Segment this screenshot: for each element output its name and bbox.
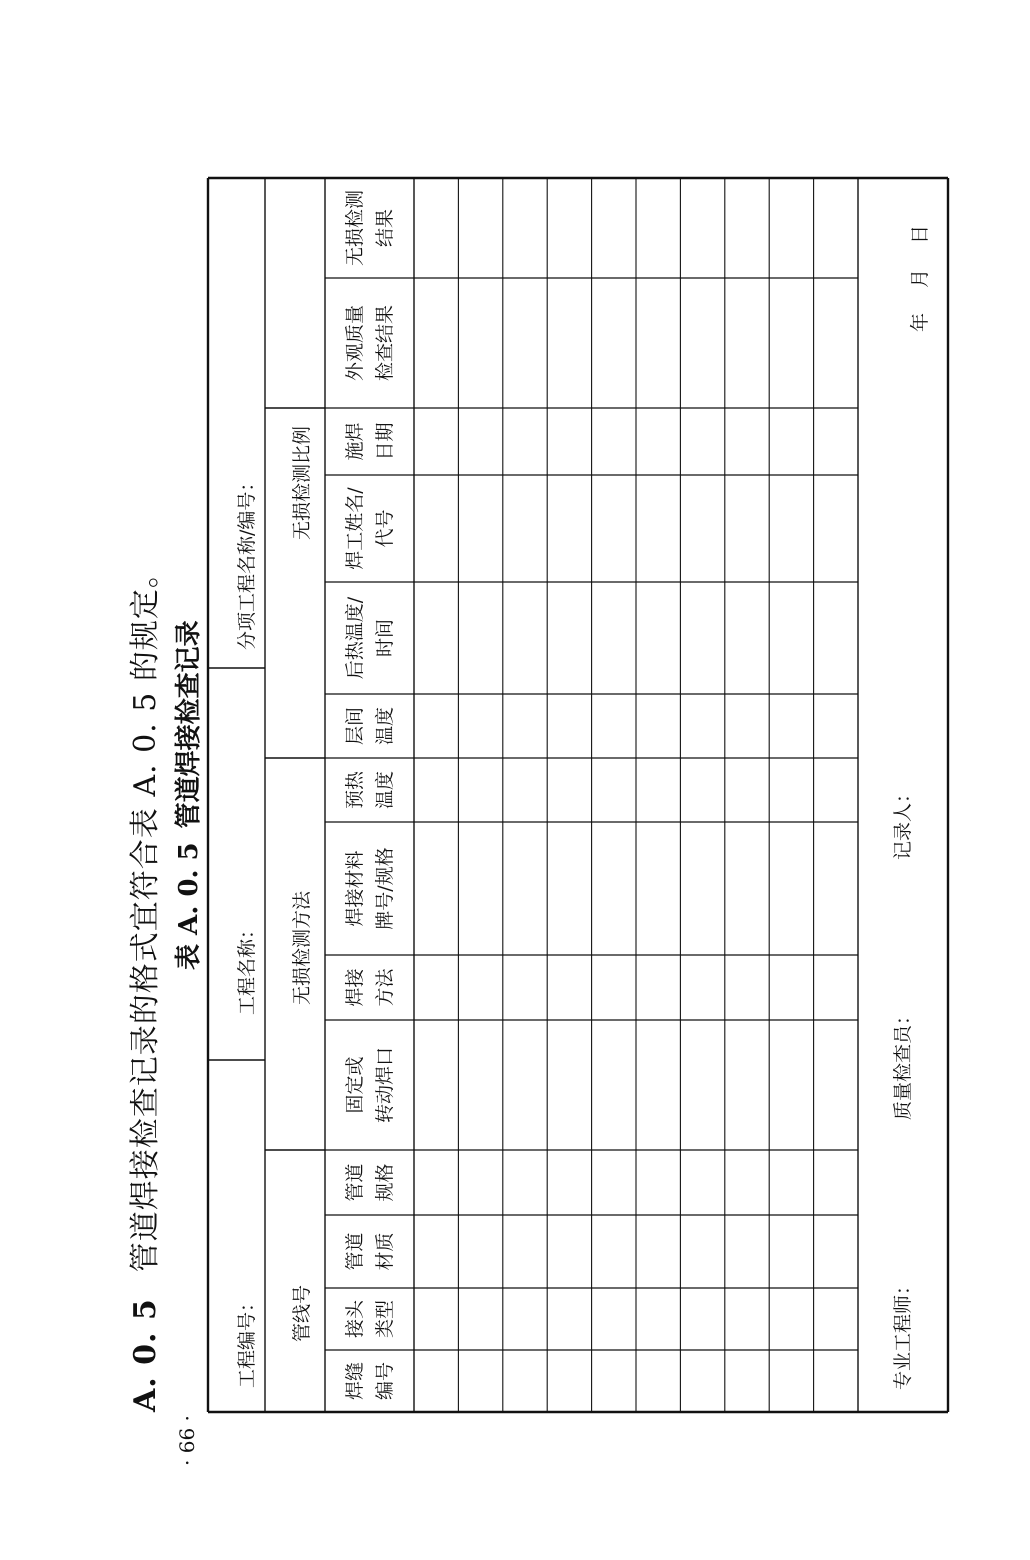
column-header-line1: 管道 xyxy=(343,1163,366,1202)
column-header xyxy=(325,1215,414,1288)
column-header-line1: 焊缝 xyxy=(343,1362,366,1401)
section-heading-text: 管道焊接检查记录的格式宜符合表 A. 0. 5 的规定。 xyxy=(128,557,163,1273)
column-header-line2: 温度 xyxy=(373,771,396,810)
table-caption-number: 表 A. 0. 5 xyxy=(174,842,204,970)
date-month: 月 xyxy=(909,268,931,288)
column-header xyxy=(325,475,414,582)
column-header-line1: 焊工姓名/ xyxy=(343,487,366,570)
column-header-line2: 转动焊口 xyxy=(373,1047,396,1124)
subitem-label: 分项工程名称/编号： xyxy=(236,472,258,650)
engineer-label: 专业工程师： xyxy=(892,1275,914,1390)
section-number: A. 0. 5 xyxy=(128,1298,163,1412)
column-header-line2: 材质 xyxy=(373,1232,396,1271)
recorder-label: 记录人： xyxy=(892,783,914,860)
column-header xyxy=(325,758,414,822)
table-caption-title: 管道焊接检查记录 xyxy=(174,620,204,829)
date-year: 年 xyxy=(909,312,931,332)
column-header xyxy=(325,178,414,278)
column-header-line1: 管道 xyxy=(343,1232,366,1271)
column-header-line1: 外观质量 xyxy=(343,305,366,382)
column-header-line2: 方法 xyxy=(373,968,396,1007)
project-number-label: 工程编号： xyxy=(236,1292,258,1388)
column-header xyxy=(325,955,414,1020)
project-name-label: 工程名称： xyxy=(236,919,258,1015)
column-header xyxy=(325,1020,414,1150)
column-header xyxy=(325,1350,414,1412)
column-header xyxy=(325,694,414,758)
column-header-line1: 预热 xyxy=(343,771,366,810)
ndt-ratio-label: 无损检测比例 xyxy=(291,425,313,540)
column-header-line2: 时间 xyxy=(373,619,396,658)
pipeline-number-label: 管线号 xyxy=(291,1284,313,1342)
column-header-line2: 编号 xyxy=(373,1362,396,1401)
page-number: · 66 · xyxy=(175,1415,199,1466)
column-header-line2: 规格 xyxy=(373,1163,396,1202)
inspector-label: 质量检查员： xyxy=(892,1005,914,1120)
column-header xyxy=(325,1150,414,1215)
column-header xyxy=(325,822,414,955)
column-header-line2: 结果 xyxy=(373,209,396,248)
column-header-line1: 后热温度/ xyxy=(343,596,366,680)
column-header-line2: 检查结果 xyxy=(373,305,396,382)
ndt-method-label: 无损检测方法 xyxy=(291,890,313,1005)
column-header-line1: 层间 xyxy=(343,707,366,746)
column-header-line1: 接头 xyxy=(343,1300,366,1339)
column-header xyxy=(325,1288,414,1350)
column-header xyxy=(325,278,414,408)
column-header-line1: 无损检测 xyxy=(343,190,366,267)
column-header xyxy=(325,408,414,475)
column-header-line1: 固定或 xyxy=(343,1056,366,1114)
column-header-line1: 施焊 xyxy=(343,422,366,461)
page-number-value: 66 xyxy=(175,1427,199,1454)
column-header-line2: 类型 xyxy=(373,1300,396,1339)
column-header-line2: 牌号/规格 xyxy=(373,847,396,930)
column-header-line2: 代号 xyxy=(373,509,396,548)
column-header-line2: 日期 xyxy=(373,422,396,461)
column-header-line2: 温度 xyxy=(373,707,396,746)
column-header-line1: 焊接材料 xyxy=(343,850,366,927)
date-day: 日 xyxy=(909,224,931,244)
column-header xyxy=(325,582,414,694)
column-header-line1: 焊接 xyxy=(343,968,366,1007)
